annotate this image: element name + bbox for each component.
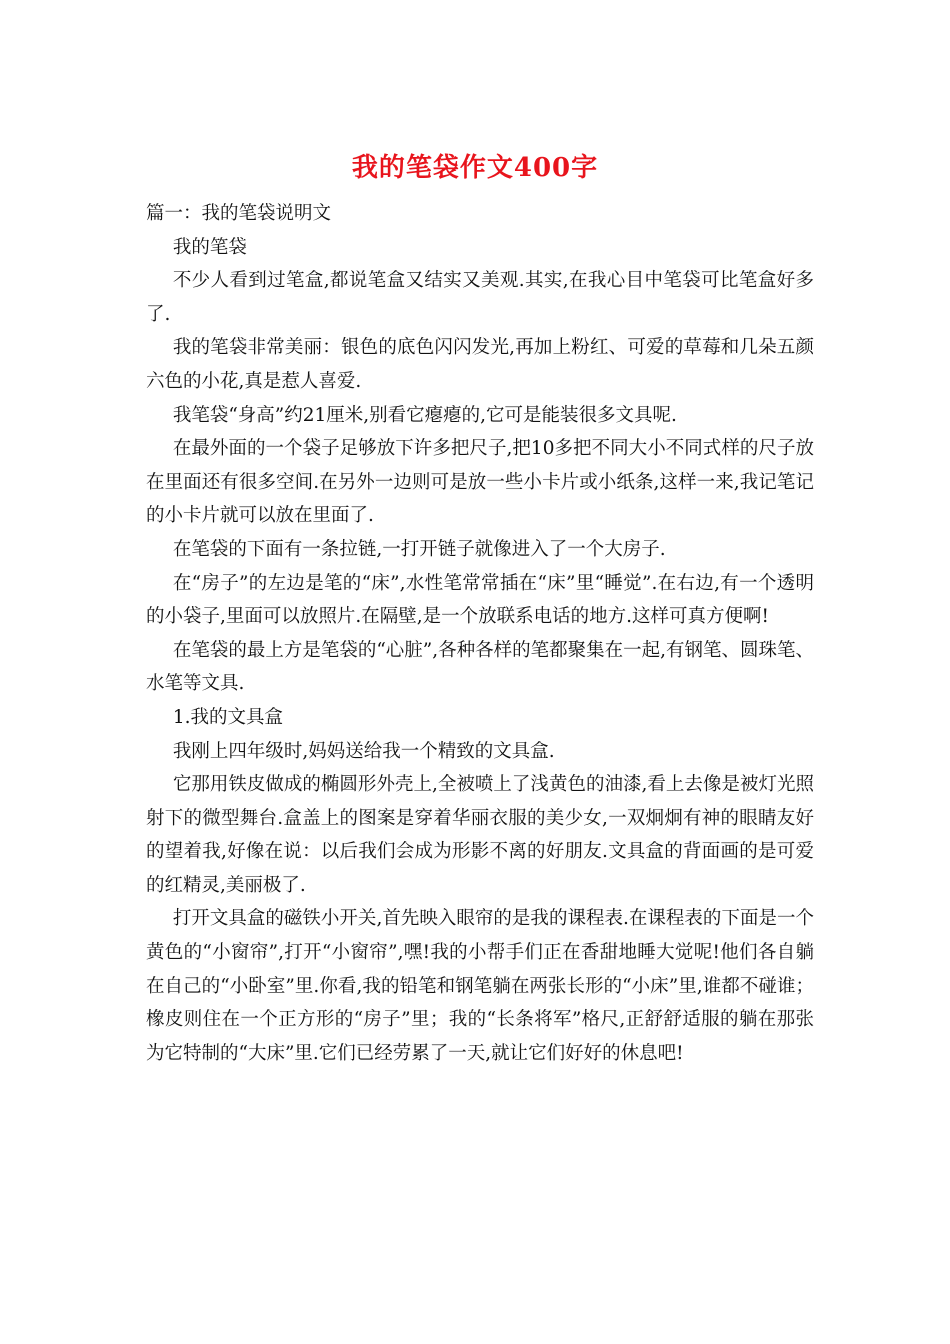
paragraph: 我刚上四年级时,妈妈送给我一个精致的文具盒. (172, 740, 555, 762)
paragraph: 它那用铁皮做成的椭圆形外壳上,全被喷上了浅黄色的油漆,看上去像是被灯光照射下的微型舞台.盒盖上的图案是穿着华丽衣服的美少女,一双炯炯有神的眼睛友好的望着我,好像在说：以后我们会成为形影不离的好朋友.文具盒的背面画的是可爱的红精灵,美丽极了. (146, 774, 814, 896)
section-heading: 篇一：我的笔袋说明文 (146, 203, 332, 224)
document-title: 我的笔袋作文400字 (351, 153, 599, 183)
paragraph: 打开文具盒的磁铁小开关,首先映入眼帘的是我的课程表.在课程表的下面是一个黄色的“小窗帘”,打开“小窗帘”,嘿!我的小帮手们正在香甜地睡大觉呢!他们各自躺在自己的“小卧室”里.你看,我的铅笔和钢笔躺在两张长形的“小床”里,谁都不碰谁；橡皮则住在一个正方形的“房子”里；我的“长条将军”格尺,正舒舒适服的躺在那张为它特制的“大床”里.它们已经劳累了一天,就让它们好好的休息吧! (146, 908, 814, 1064)
paragraph: 在最外面的一个袋子足够放下许多把尺子,把10多把不同大小不同式样的尺子放在里面还有很多空间.在另外一边则可是放一些小卡片或小纸条,这样一来,我记笔记的小卡片就可以放在里面了. (146, 438, 814, 527)
paragraph: 不少人看到过笔盒,都说笔盒又结实又美观.其实,在我心目中笔袋可比笔盒好多了. (146, 270, 814, 325)
document-body (146, 197, 814, 1070)
paragraph: 在笔袋的下面有一条拉链,一打开链子就像进入了一个大房子. (172, 538, 666, 560)
paragraph: 我笔袋“身高”约21厘米,别看它瘪瘪的,它可是能装很多文具呢. (172, 404, 677, 426)
paragraph: 在笔袋的最上方是笔袋的“心脏”,各种各样的笔都聚集在一起,有钢笔、圆珠笔、水笔等文具. (146, 639, 814, 695)
article-subtitle: 1.我的文具盒 (172, 706, 283, 728)
paragraph: 我的笔袋非常美丽：银色的底色闪闪发光,再加上粉红、可爱的草莓和几朵五颜六色的小花,真是惹人喜爱. (146, 337, 814, 392)
article-subtitle: 我的笔袋 (172, 236, 247, 258)
paragraph: 在“房子”的左边是笔的“床”,水性笔常常插在“床”里“睡觉”.在右边,有一个透明的小袋子,里面可以放照片.在隔壁,是一个放联系电话的地方.这样可真方便啊! (146, 572, 814, 628)
